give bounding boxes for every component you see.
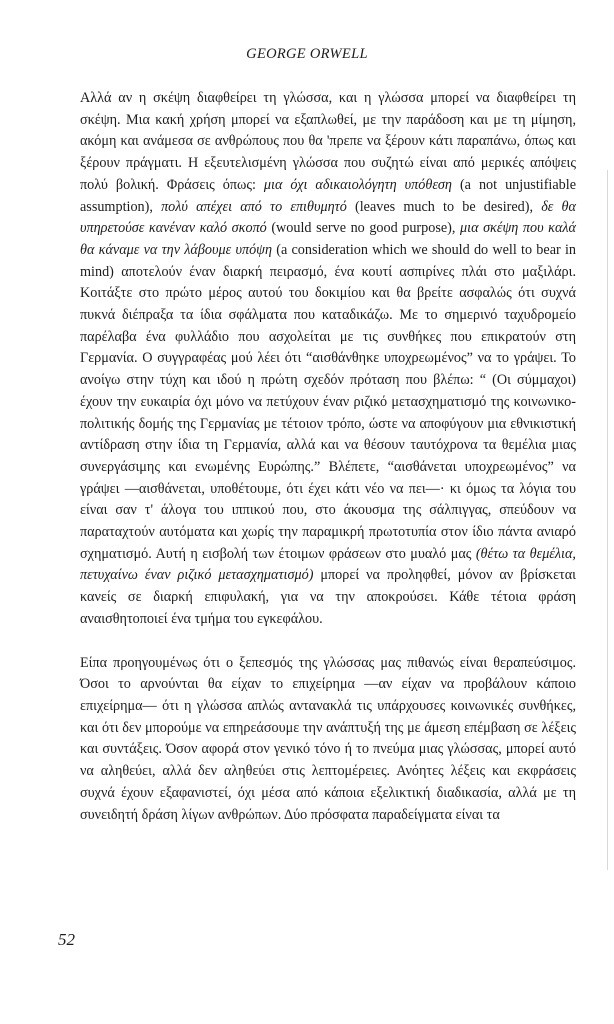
paragraph-1 — [80, 88, 576, 631]
page-number: 52 — [58, 930, 75, 949]
italic-phrase: πολύ απέχει από το επιθυμητό — [161, 198, 347, 215]
text-run: Αλλά αν η σκέψη διαφθείρει τη γλώσσα, και η γλώσσα μπορεί να διαφθείρει τη σκέψη. Μια κακή χρήση μπορεί να εξαπλωθεί, με την παράδοση και με τη μίμηση, ακόμη και ανάμεσα σε ανθρώπους που θα 'πρεπε να ξέρουν κάτι παραπάνω, όπως και ξέρουν πράγματι. Η εξευτελισμένη γλώσσα που συζητώ είναι από μερικές απόψεις πολύ βολική. Φράσεις όπως: — [80, 90, 576, 193]
text-run: μπορεί να προληφθεί, μόνον αν βρίσκεται κανείς σε διαρκή επιφυλακή, για να την αποκρούσει. Κάθε τέτοια φράση αναισθητοποιεί ένα τμήμα του εγκεφάλου. — [80, 567, 576, 627]
paragraph-2: Είπα προηγουμένως ότι ο ξεπεσμός της γλώσσας μας πιθανώς είναι θεραπεύσιμος. Όσοι το αρνούνται θα είχαν το επιχείρημα —αν είχαν να προβάλουν κάποιο επιχείρημα— ότι η γλώσσα απλώς αντανακλά τις υπάρχουσες κοινωνικές συνθήκες, και ότι δεν μπορούμε να επηρεάσουμε την ανάπτυξή της με άμεση επέμβαση σε λέξεις και συντάξεις. Όσον αφορά στον γενικό τόνο ή το πνεύμα μιας γλώσσας, μπορεί αυτό να αληθεύει, αλλά δεν αληθεύει στις λεπτομέρειες. Ανόητες λέξεις και εκφράσεις συχνά έχουν εξαφανιστεί, όχι μέσα από κάποια εξελικτική διαδικασία, αλλά με τη συνειδητή δράση λίγων ανθρώπων. Δύο πρόσφατα παραδείγματα είναι τα — [80, 654, 576, 823]
text-run: (a consideration which we should do well to bear in mind) αποτελούν έναν διαρκή πειρασμό, ένα κουτί ασπιρίνες πλάι στο μαξιλάρι. Κοιτάξτε στο πρώτο μέρος αυτού του δοκιμίου και θα βρείτε ασφαλώς ότι συχνά πυκνά διέπραξα τα ίδια σφάλματα που καταδικάζω. Με το σημερινό ταχυδρομείο παρέλαβα ένα φυλλάδιο που ασχολείται με τις συνθήκες που επικρατούν στη Γερμανία. Ο συγγραφέας μού λέει ότι “αισθάνθηκε υποχρεωμένος” να το γράψει. Το ανοίγω στην τύχη και ιδού η πρώτη σχεδόν πρόταση που βλέπω: “ (Οι σύμμαχοι) έχουν την ευκαιρία όχι μόνο να πετύχουν έναν ριζικό μετασχηματισμό της κοινωνικο-πολιτικής δομής της Γερμανίας με τέτοιον τρόπο, ώστε να αποφύγουν μια εθνικιστική αντίδραση στην ίδια τη Γερμανία, αλλά και να θέσουν ταυτόχρονα τα θεμέλια μιας συνεργάσιμης και ενωμένης Ευρώπης.” Βλέπετε, “αισθάνεται υποχρεωμένος” να γράψει —αισθάνεται, υποθέτουμε, ότι έχει κάτι νέο να πει—· κι όμως τα λόγια του είναι σαν τ' άλογα του ιππικού που, στο άκουσμα της σάλπιγγας, σπεύδουν να παραταχτούν αυτόματα και χωρίς την παραμικρή πρωτοτυπία στον ίδιο πάντα ανιαρό σχηματισμό. Αυτή η εισβολή των έτοιμων φράσεων στο μυαλό μας — [80, 241, 576, 562]
italic-phrase: μια όχι αδικαιολόγητη υπόθεση — [263, 176, 452, 193]
text-run: (leaves much to be desired), — [346, 198, 542, 215]
running-header: GEORGE ORWELL — [246, 46, 368, 62]
text-run: (a not unjustifiable assumption), — [80, 176, 576, 215]
body-text — [80, 88, 576, 826]
text-run: (would serve no good purpose), — [266, 220, 460, 237]
page-edge-divider — [607, 170, 608, 870]
italic-phrase: μια σκέψη που καλά θα κάναμε να την λάβουμε υπόψη — [80, 220, 576, 258]
italic-phrase: (θέτω τα θεμέλια, πετυχαίνω έναν ριζικό μετασχηματισμό) — [80, 545, 576, 584]
italic-phrase: δε θα υπηρετούσε κανέναν καλό σκοπό — [80, 198, 576, 237]
